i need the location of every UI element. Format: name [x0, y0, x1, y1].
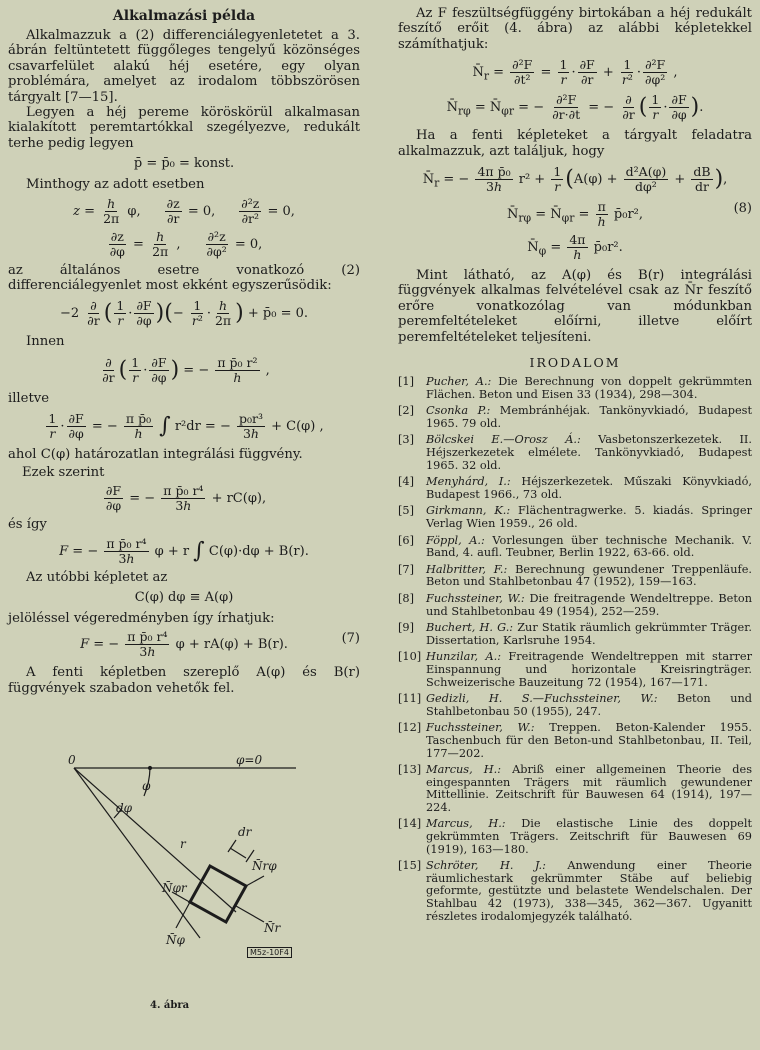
equation-innen: $\frac{\partial}{\partial r}$ ( $\frac{1}{r}$ · $\frac{\partial F}{\partial\varphi}$ ) = − $\frac{\text{π p̄₀ r²}}{h}$ ,	[102, 354, 270, 385]
equation-f: F = − $\frac{\text{π p̄₀ r⁴}}{3h}$ φ + r ∫ C(φ)·dφ + B(r).	[59, 535, 309, 566]
reference-author: Halbritter, F.:	[426, 562, 508, 576]
equation-number-7: (7)	[341, 631, 360, 647]
reference-text	[426, 476, 752, 501]
reference-number: [15]	[398, 859, 422, 873]
figure-arrow-nr	[236, 906, 264, 922]
reference-number: [4]	[398, 475, 415, 489]
label-innen: Innen	[26, 334, 65, 350]
section-title: Alkalmazási példa	[112, 8, 256, 24]
figure-label-nphi: N̄φ	[166, 933, 185, 947]
equation-8-nphi: $N̄_\varphi$ = $\frac{4\pi}{h}$ p̄₀r².	[527, 232, 623, 263]
paragraph-notation: jelöléssel végeredményben így írhatjuk:	[8, 610, 275, 626]
reference-body: Treppen. Beton-Kalender 1955. Taschenbuch für den Beton-und Stahlbetonbau, II. Teil, 177—202.	[426, 721, 752, 760]
reference-author: Gedizli, H. S.—Fuchssteiner, W.:	[426, 692, 658, 706]
equation-integral: $\frac{1}{r}$ · $\frac{\partial F}{\partial\varphi}$ = − $\frac{\text{π p̄₀}}{h}$ ∫ r²dr = − $\frac{\text{p₀r³}}{3h}$ + C(φ) ,	[48, 411, 324, 442]
reference-text	[426, 860, 752, 923]
reference-body: Membránhéjak. Tankönyvkiadó, Budapest 1965. 79 old.	[426, 404, 752, 430]
reference-body: Die freitragende Wendeltreppe. Beton und Stahlbetonbau 49 (1954), 252—259.	[426, 591, 752, 618]
figure-label-o: 0	[68, 753, 76, 767]
reference-number: [3]	[398, 433, 415, 447]
paragraph-apply: Ha a fenti képleteket a tárgyalt feladatra alkalmazzuk, azt találjuk, hogy	[398, 128, 752, 159]
reference-item	[398, 593, 752, 618]
reference-item	[398, 434, 752, 472]
reference-number: [14]	[398, 817, 422, 831]
reference-body: Héjszerkezetek. Műszaki Könyvkiadó, Budapest 1966., 73 old.	[426, 475, 752, 501]
figure-radius-line-1	[74, 768, 236, 912]
figure-label-nr: N̄r	[264, 921, 281, 935]
figure-arrow-nrphi	[246, 876, 264, 886]
reference-item	[398, 860, 752, 923]
reference-body: Die elastische Linie des doppelt gekrümmten Trägers. Zeitschrift für Bauwesen 69 (1919), 163—180.	[426, 817, 752, 856]
reference-item	[398, 622, 752, 647]
paragraph-forces: Az F feszültségfüggény birtokában a héj redukált feszítő erőit (4. ábra) az alábbi képletekkel számíthatjuk:	[398, 6, 752, 52]
reference-body: Berechnung gewundener Treppenläufe. Beton und Stahlbetonbau 47 (1952), 159—163.	[426, 562, 752, 589]
reference-item	[398, 722, 752, 760]
reference-number: [13]	[398, 763, 422, 777]
reference-text	[426, 505, 752, 530]
equation-8-nr: $N̄_r$ = − $\frac{\text{4π p̄₀}}{3h}$ r² + $\frac{1}{r}$ (A(φ) + $\frac{\text{d²A(φ)}}{\text{dφ²}}$ + $\frac{dB}{dr}$ ),	[422, 164, 728, 195]
reference-author: Buchert, H. G.:	[426, 621, 514, 635]
reference-text	[426, 693, 752, 718]
paragraph-conclusion: Mint látható, az A(φ) és B(r) integrálási függvények alkalmas felvételével csak az N̄r feszítő erőre vonatkozólag van módunkban peremfeltételeket előírni, illetve előírt peremfeltételeket teljesíteni.	[398, 268, 752, 345]
reference-author: Menyhárd, I.:	[426, 475, 511, 489]
reference-author: Fuchssteiner, W.:	[426, 591, 525, 605]
equation-load: p̄ = p̄₀ = konst.	[133, 156, 235, 172]
label-es-igy: és így	[8, 517, 47, 533]
reference-body: Anwendung einer Theorie räumlichestark gekrümmter Stäbe auf beliebig geformte, gestützte und belastete Wendelschalen. Der Stahlbau 42 (1973), 338—345, 362—367. Ugyanitt részletes irodalomjegyzék található.	[426, 859, 752, 923]
figure-label-r: r	[180, 837, 186, 851]
reference-item	[398, 376, 752, 401]
reference-text	[426, 405, 752, 430]
reference-body: Die Berechnung von doppelt gekrümmten Flächen. Beton und Eisen 33 (1934), 298—304.	[426, 375, 753, 401]
equation-dfdphi: $\frac{\partial F}{\partial\varphi}$ = − $\frac{\text{π p̄₀ r⁴}}{3h}$ + rC(φ),	[105, 483, 267, 514]
figure-label-nrphi: N̄rφ	[252, 859, 277, 873]
figure-dr-tick-1	[228, 840, 236, 852]
reference-author: Girkmann, K.:	[426, 504, 511, 518]
equation-diff: −2 $\frac{\partial}{\partial r}$ ( $\frac{1}{r}$ · $\frac{\partial F}{\partial\varphi}$ )(− $\frac{1}{\text{r²}}$ · $\frac{h}{2\pi}$ ) + p̄₀ = 0.	[59, 298, 309, 329]
paragraph-load: Legyen a héj pereme köröskörül alkalmasan kialakított peremtartókkal szegélyezve, redukált terhe pedig legyen	[8, 105, 360, 151]
figure-dr-marker	[230, 848, 246, 858]
equation-number-8: (8)	[733, 201, 752, 217]
figure-caption: 4. ábra	[150, 1000, 190, 1011]
reference-body: Vasbetonszerkezetek. II. Héjszerkezetek elmélete. Tankönyvkiadó, Budapest 1965. 32 old.	[426, 433, 752, 472]
reference-text	[426, 622, 752, 647]
reference-text	[426, 722, 752, 760]
equation-z-phi: $\frac{\partial z}{\partial\varphi}$ = $\frac{h}{2\pi}$ , $\frac{\text{∂²z}}{\text{∂φ²}}$ = 0,	[109, 228, 263, 259]
reference-number: [7]	[398, 562, 415, 576]
right-column	[398, 6, 752, 927]
reference-author: Marcus, H.:	[426, 763, 502, 777]
reference-author: Hunzilar, A.:	[426, 650, 502, 664]
paragraph-c-phi: ahol C(φ) határozatlan integrálási függvény.	[8, 447, 303, 463]
reference-item	[398, 693, 752, 718]
reference-item	[398, 651, 752, 689]
references-list	[398, 376, 752, 923]
paragraph-intro: Alkalmazzuk a (2) differenciálegyenletetet a 3. ábrán feltüntetett függőleges tengelyű közönséges csavarfelület alakú héj esetére, egy olyan problémára, amelyet az irodalom többszörösen tárgyalt [7—15].	[8, 28, 360, 105]
equation-a-phi: C(φ) dφ ≡ A(φ)	[134, 589, 234, 605]
paragraph-given: Minthogy az adott esetben	[26, 177, 205, 193]
label-illetve: illetve	[8, 390, 50, 406]
equation-nrphi: $N̄_{r\varphi}$ = $N̄_{\varphi r}$ = − $\frac{\text{∂²F}}{\partial r\cdot\partial t}$ = − $\frac{\partial}{\partial r}$ ( $\frac{1}{r}$ · $\frac{\partial F}{\partial\varphi}$ ).	[446, 92, 704, 123]
figure-element-box	[190, 866, 246, 922]
figure-label-phi: φ	[142, 779, 151, 793]
reference-number: [2]	[398, 404, 415, 418]
reference-item	[398, 818, 752, 856]
reference-number: [12]	[398, 721, 422, 735]
figure-label-phi0: φ=0	[236, 753, 263, 767]
reference-body: Abriß einer allgemeinen Theorie des eingespannten Trägers mit räumlich gewundener Mittellinie. Zeitschrift für Bauwesen 64 (1914), 197—224.	[426, 763, 752, 814]
figure-tag: M5z-10F4	[247, 947, 292, 958]
reference-body: Zur Statik räumlich gekrümmter Träger. Dissertation, Karlsruhe 1954.	[426, 621, 752, 647]
reference-text	[426, 434, 752, 472]
equation-7: F = − $\frac{\text{π p̄₀ r⁴}}{3h}$ φ + rA(φ) + B(r). (7)	[80, 629, 360, 660]
reference-number: [1]	[398, 375, 415, 389]
reference-number: [10]	[398, 650, 422, 664]
label-ezek-szerint: Ezek szerint	[22, 464, 105, 480]
reference-body: Flächentragwerke. 5. kiadás. Springer Verlag Wien 1959., 26 old.	[426, 504, 752, 530]
reference-item	[398, 405, 752, 430]
reference-item	[398, 476, 752, 501]
figure-label-dphi: dφ	[116, 801, 133, 815]
reference-author: Föppl, A.:	[426, 533, 485, 547]
reference-text	[426, 376, 752, 401]
figure-arrow-nphi	[176, 902, 190, 928]
figure-label-nphir: N̄φr	[162, 881, 187, 895]
reference-text	[426, 651, 752, 689]
reference-text	[426, 818, 752, 856]
reference-body: Beton und Stahlbetonbau 50 (1955), 247.	[426, 692, 752, 718]
reference-number: [5]	[398, 504, 415, 518]
equation-nr: $N̄_r$ = $\frac{\text{∂²F}}{\text{∂t²}}$ = $\frac{1}{r}$ · $\frac{\partial F}{\partial r}$ + $\frac{1}{\text{r²}}$ · $\frac{\text{∂²F}}{\text{∂φ²}}$ ,	[472, 57, 678, 88]
figure-radius-line-2	[74, 768, 200, 938]
equation-z: z = $\frac{h}{2\pi}$ φ, $\frac{\partial z}{\partial r}$ = 0, $\frac{\text{∂²z}}{\text{∂r²}}$ = 0,	[73, 195, 295, 226]
reference-item	[398, 564, 752, 589]
reference-text	[426, 535, 752, 560]
reference-item	[398, 764, 752, 814]
reference-author: Bölcskei E.—Orosz Á.:	[426, 433, 581, 447]
paragraph-free-functions: A fenti képletben szereplő A(φ) és B(r) függvények szabadon vehetők fel.	[8, 665, 360, 696]
reference-text	[426, 564, 752, 589]
reference-author: Marcus, H.:	[426, 817, 506, 831]
reference-body: Freitragende Wendeltreppen mit starrer Einspannung und horizontale Kreisringträger. Schweizerische Bauzeitung 72 (1954), 167—171.	[426, 650, 752, 689]
reference-text	[426, 764, 752, 814]
reference-body: Vorlesungen über technische Mechanik. V. Band, 4. aufl. Teubner, Berlin 1922, 63-66. old.	[426, 533, 752, 560]
reference-author: Schröter, H. J.:	[426, 859, 546, 873]
left-column	[8, 6, 360, 696]
reference-number: [11]	[398, 692, 422, 706]
reference-author: Csonka P.:	[426, 404, 491, 418]
reference-author: Fuchssteiner, W.:	[426, 721, 535, 735]
references-title: IRODALOM	[529, 355, 621, 371]
figure-point	[149, 767, 152, 770]
reference-number: [6]	[398, 533, 415, 547]
paragraph-latter: Az utóbbi képletet az	[26, 569, 168, 585]
reference-number: [9]	[398, 621, 415, 635]
paragraph-simplify: az általános esetre vonatkozó (2) differenciálegyenlet most ekként egyszerűsödik:	[8, 262, 360, 294]
reference-item	[398, 505, 752, 530]
reference-item	[398, 535, 752, 560]
reference-number: [8]	[398, 591, 415, 605]
figure-label-dr: dr	[238, 825, 252, 839]
reference-text	[426, 593, 752, 618]
equation-8-nrphi: $N̄_{r\varphi}$ = $N̄_{\varphi r}$ = $\frac{\pi}{h}$ p̄₀r², (8)	[506, 199, 752, 230]
reference-author: Pucher, A.:	[426, 375, 492, 389]
